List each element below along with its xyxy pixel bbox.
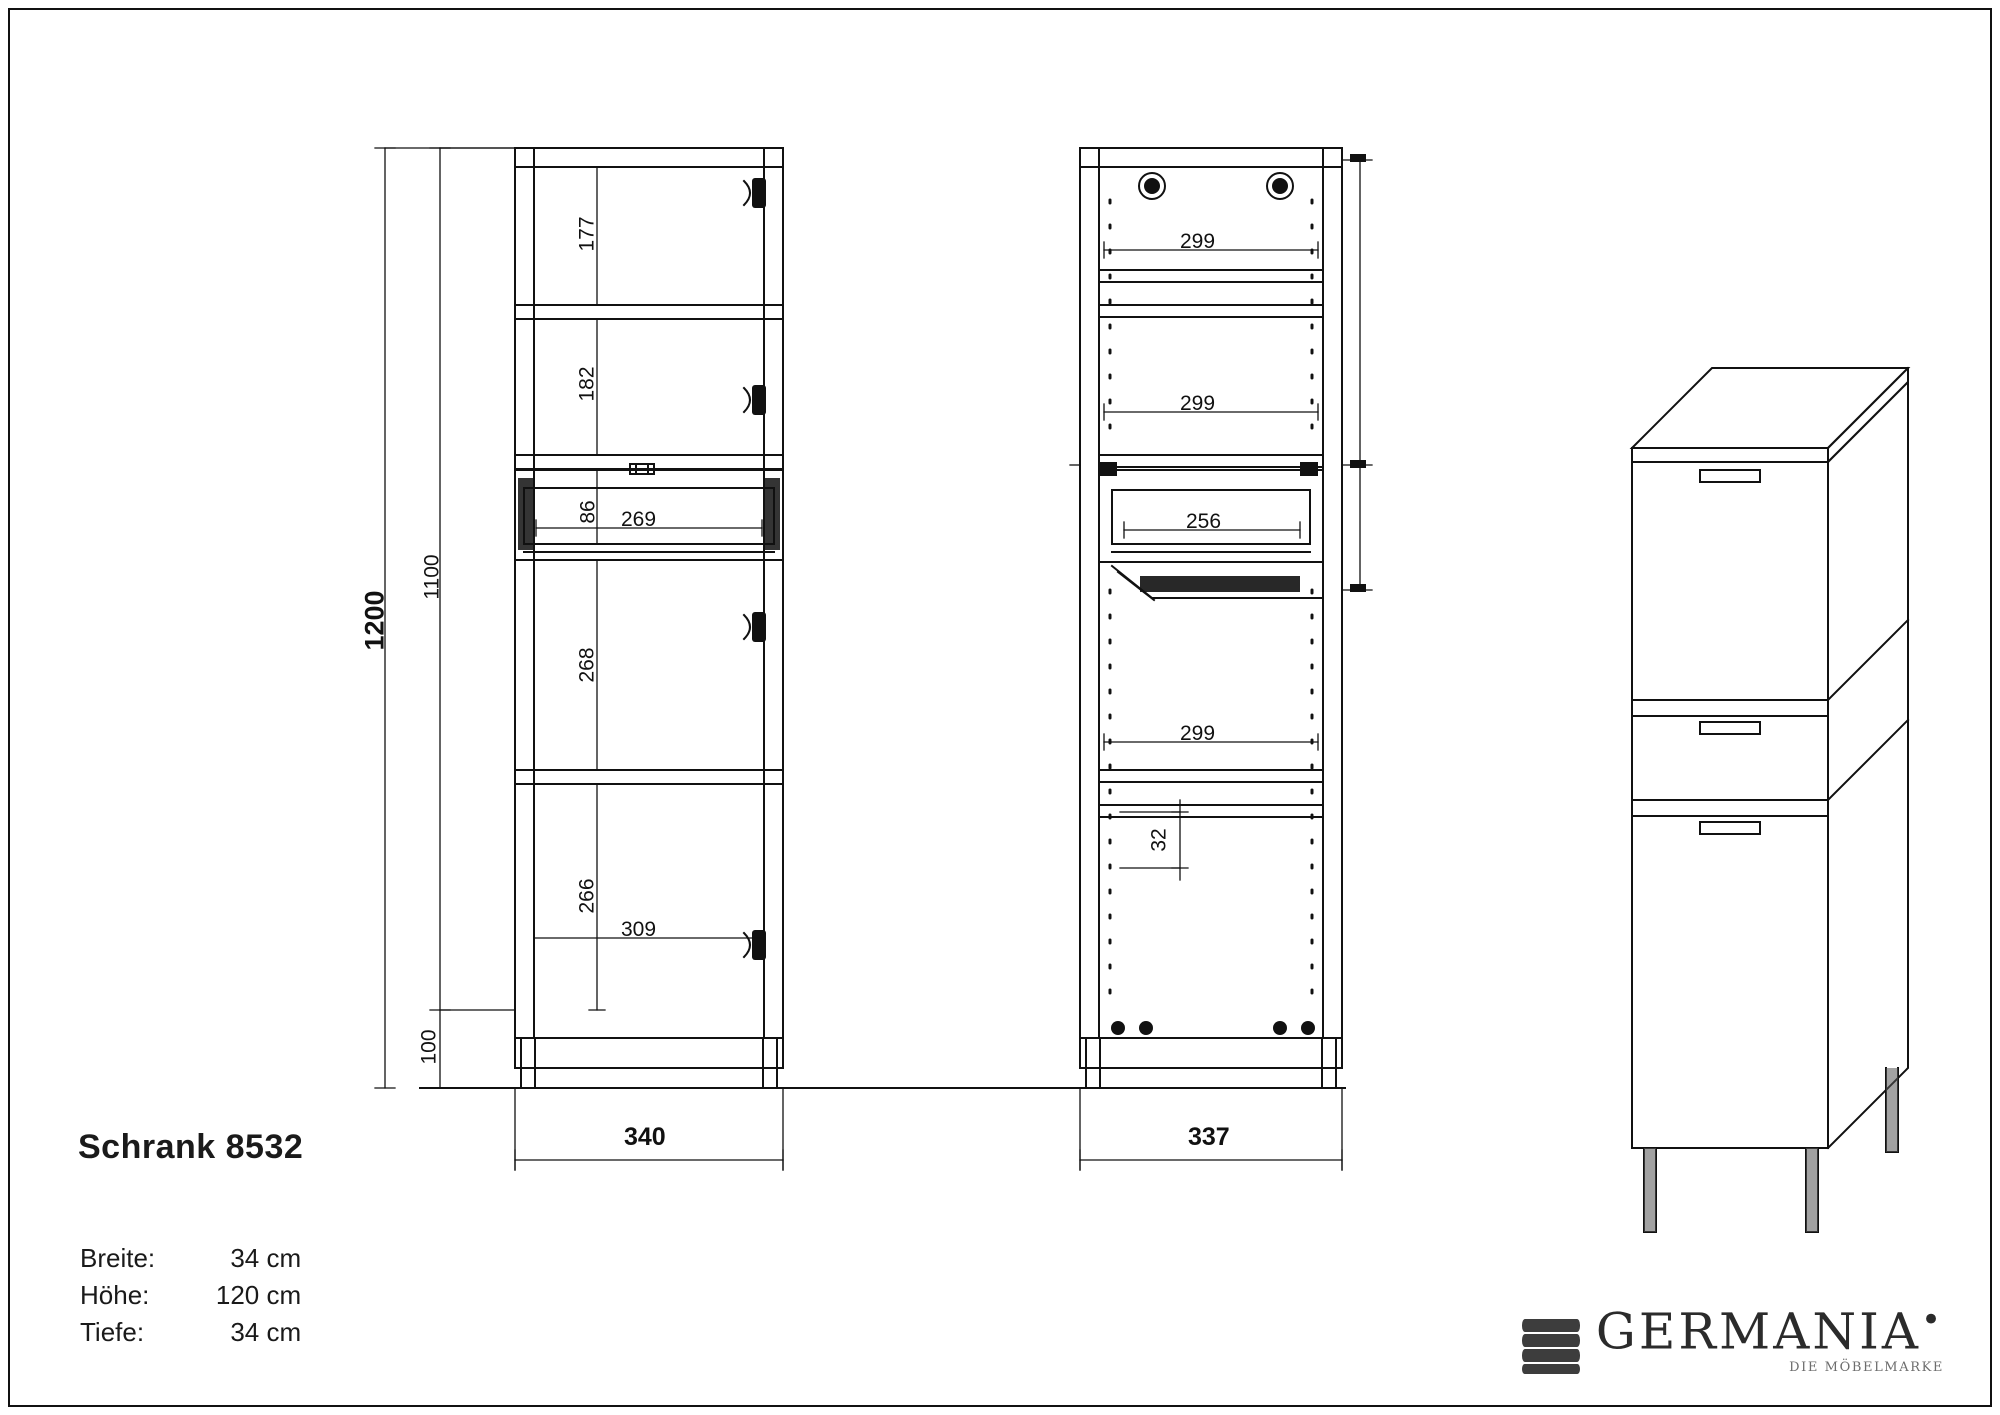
spec-value-width: 34 cm [230, 1243, 302, 1273]
spec-row-height [80, 1277, 301, 1314]
spec-row-depth [80, 1314, 301, 1351]
spec-value-depth: 34 cm [230, 1317, 302, 1347]
dim-shelf-inner-width: 309 [621, 918, 657, 941]
dim-carcase-height: 1100 [420, 554, 444, 600]
stacked-bars-icon [1522, 1319, 1580, 1375]
side-view-group [1080, 148, 1342, 1088]
dim-compartment-3-height: 268 [575, 647, 599, 683]
brand-tagline: DIE MÖBELMARKE [1789, 1360, 1944, 1375]
spec-label-width: Breite: [80, 1243, 156, 1273]
dim-compartment-1-height: 177 [575, 216, 599, 252]
dim-shelf-pin-offset: 32 [1147, 828, 1171, 852]
perspective-view-group [1632, 368, 1908, 1232]
dim-drawer-depth: 256 [1186, 510, 1222, 533]
dim-drawer-height: 86 [576, 500, 600, 524]
spec-list [80, 1240, 301, 1351]
dim-overall-width: 340 [624, 1123, 666, 1151]
brand-name [1595, 1294, 1944, 1361]
dim-overall-height: 1200 [359, 590, 390, 651]
dim-drawer-inner-width: 269 [621, 508, 657, 531]
spec-value-height: 120 cm [215, 1280, 302, 1310]
dim-overall-depth: 337 [1188, 1123, 1230, 1151]
dim-depth-upper-mid: 299 [1180, 392, 1216, 415]
dim-depth-top: 299 [1180, 230, 1216, 253]
dim-compartment-2-height: 182 [575, 366, 599, 402]
spec-label-depth: Tiefe: [80, 1317, 145, 1347]
spec-label-height: Höhe: [80, 1280, 150, 1310]
dim-plinth-height: 100 [417, 1029, 441, 1065]
front-view-group [417, 148, 1345, 1088]
product-title: Schrank 8532 [78, 1128, 304, 1166]
dim-depth-lower-mid: 299 [1180, 722, 1216, 745]
dim-compartment-4-height: 266 [575, 878, 599, 914]
brand-dot: • [1920, 1300, 1944, 1341]
brand-logo [1522, 1294, 1944, 1375]
spec-row-width [80, 1240, 301, 1277]
brand-text [1596, 1294, 1944, 1375]
brand-name-text: GERMANIA [1595, 1303, 1921, 1361]
